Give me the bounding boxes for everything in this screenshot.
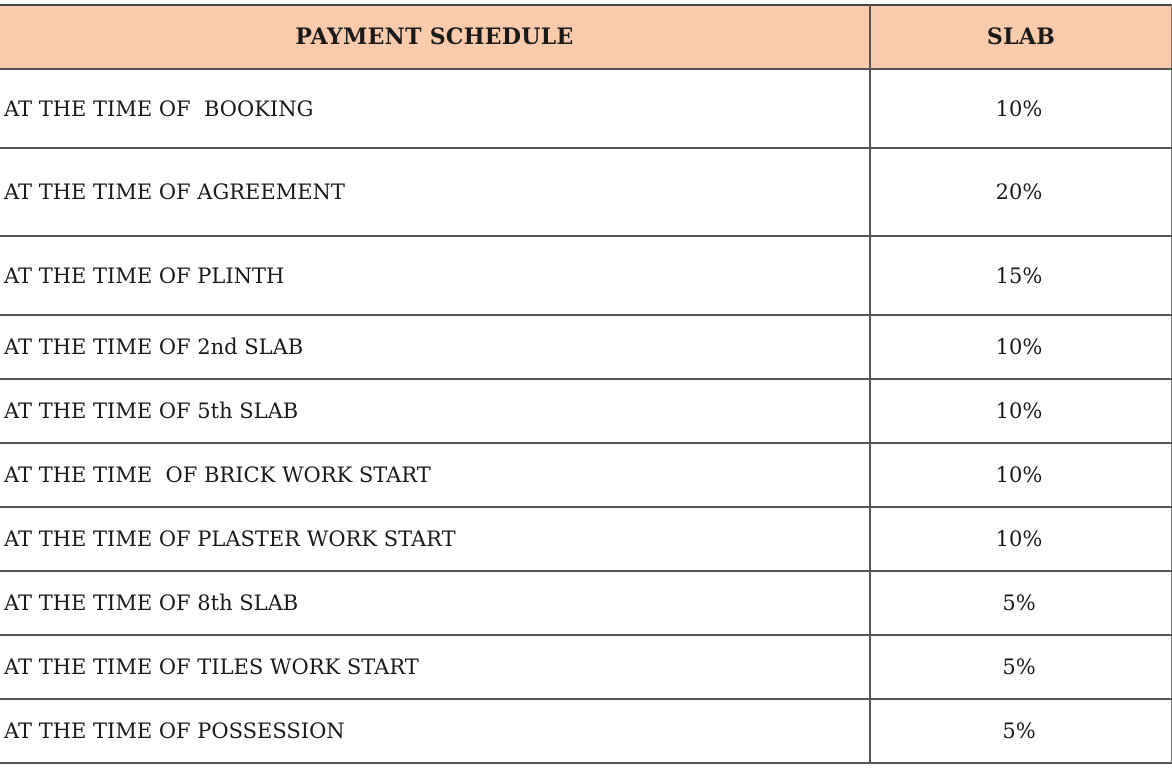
slab-cell: 5%: [870, 699, 1172, 763]
table-row: [0, 571, 1172, 635]
slab-cell: 10%: [870, 443, 1172, 507]
slab-cell: 10%: [870, 507, 1172, 571]
table-row: [0, 315, 1172, 379]
slab-cell: 10%: [870, 69, 1172, 148]
stage-cell: AT THE TIME OF PLASTER WORK START: [0, 507, 870, 571]
payment-schedule-table-wrapper: [0, 4, 1172, 764]
stage-cell: AT THE TIME OF AGREEMENT: [0, 148, 870, 236]
payment-schedule-table: [0, 4, 1172, 764]
slab-cell: 20%: [870, 148, 1172, 236]
slab-cell: 10%: [870, 379, 1172, 443]
stage-cell: AT THE TIME OF BOOKING: [0, 69, 870, 148]
table-row: [0, 379, 1172, 443]
stage-cell: AT THE TIME OF 5th SLAB: [0, 379, 870, 443]
stage-cell: AT THE TIME OF 8th SLAB: [0, 571, 870, 635]
slab-cell: 5%: [870, 635, 1172, 699]
table-row: [0, 443, 1172, 507]
stage-cell: AT THE TIME OF PLINTH: [0, 236, 870, 315]
slab-header: SLAB: [870, 5, 1172, 69]
table-row: [0, 699, 1172, 763]
stage-cell: AT THE TIME OF POSSESSION: [0, 699, 870, 763]
header-row: [0, 5, 1172, 69]
table-row: [0, 69, 1172, 148]
slab-cell: 5%: [870, 571, 1172, 635]
stage-cell: AT THE TIME OF 2nd SLAB: [0, 315, 870, 379]
table-body: [0, 69, 1172, 763]
slab-cell: 15%: [870, 236, 1172, 315]
table-row: [0, 236, 1172, 315]
stage-cell: AT THE TIME OF TILES WORK START: [0, 635, 870, 699]
stage-cell: AT THE TIME OF BRICK WORK START: [0, 443, 870, 507]
table-header: [0, 5, 1172, 69]
table-row: [0, 635, 1172, 699]
payment-schedule-header: PAYMENT SCHEDULE: [0, 5, 870, 69]
table-row: [0, 148, 1172, 236]
table-row: [0, 507, 1172, 571]
slab-cell: 10%: [870, 315, 1172, 379]
